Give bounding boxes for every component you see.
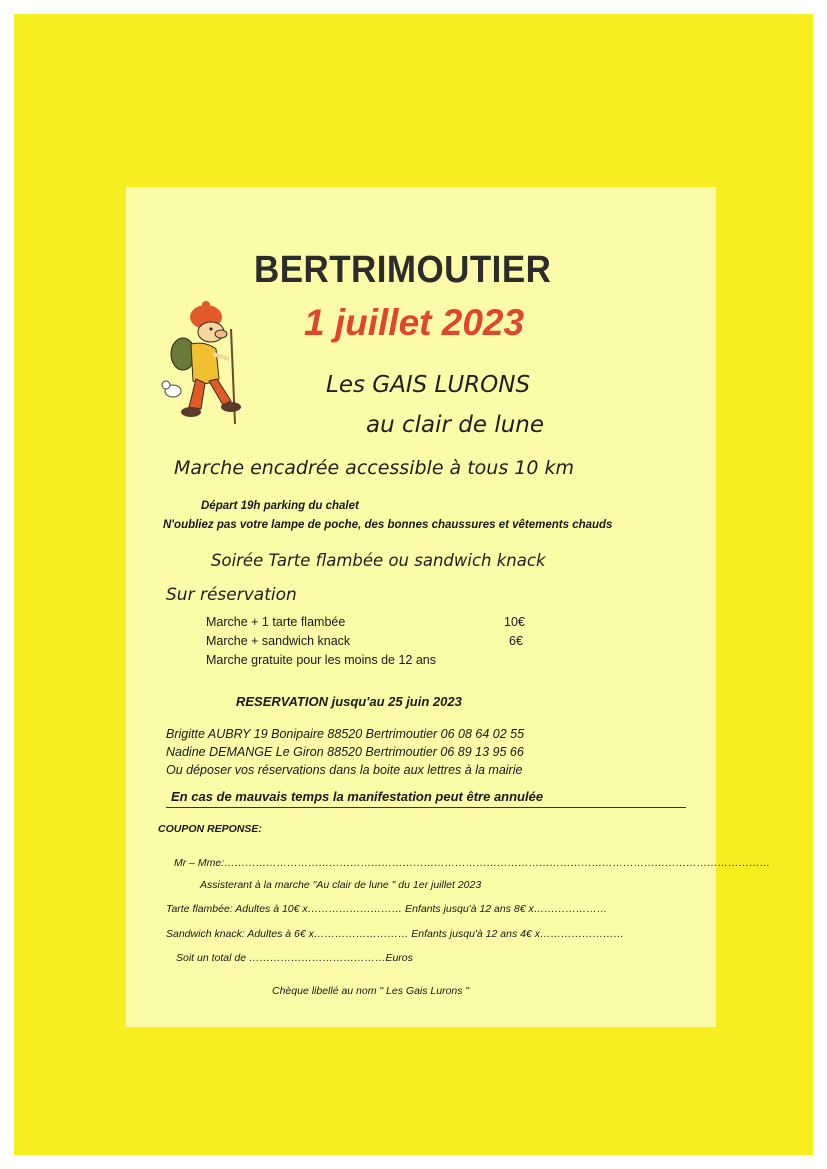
club-name: Les GAIS LURONS <box>326 372 531 398</box>
reservation-deadline: RESERVATION jusqu'au 25 juin 2023 <box>236 694 462 709</box>
reminder-text: N'oubliez pas votre lampe de poche, des bonnes chaussures et vêtements chauds <box>163 519 613 531</box>
departure-text: Départ 19h parking du chalet <box>201 500 359 512</box>
page-background <box>14 14 813 1155</box>
reservation-heading: Sur réservation <box>166 585 297 605</box>
coupon-total-line: Soit un total de …………………………………Euros <box>176 952 413 964</box>
event-date: 1 juillet 2023 <box>304 302 525 343</box>
price-label: Marche + 1 tarte flambée <box>206 615 346 629</box>
dropoff-text: Ou déposer vos réservations dans la boite aux lettres à la mairie <box>166 763 523 777</box>
contact-line: Brigitte AUBRY 19 Bonipaire 88520 Bertrimoutier 06 08 64 02 55 <box>166 727 525 741</box>
event-name: au clair de lune <box>366 412 545 438</box>
price-label: Marche + sandwich knack <box>206 634 351 648</box>
weather-notice: En cas de mauvais temps la manifestation peut être annulée <box>171 789 544 804</box>
coupon-attending: Assisterant à la marche "Au clair de lune " du 1er juillet 2023 <box>200 879 482 891</box>
page-title: BERTRIMOUTIER <box>254 249 552 291</box>
price-value: 6€ <box>509 634 523 648</box>
coupon-tarte-line: Tarte flambée: Adultes à 10€ x……………………… Enfants jusqu'à 12 ans 8€ x………………… <box>166 903 608 915</box>
walk-info: Marche encadrée accessible à tous 10 km <box>174 457 575 479</box>
price-value: 10€ <box>504 615 525 629</box>
flyer <box>126 187 771 1027</box>
coupon-sandwich-line: Sandwich knack: Adultes à 6€ x……………………… Enfants jusqu'à 12 ans 4€ x…………………… <box>166 928 624 940</box>
coupon-name-line: Mr – Mme:………………………………………………………………………………………………………………………………………… <box>174 857 771 869</box>
hiker-illustration <box>161 299 251 429</box>
evening-text: Soirée Tarte flambée ou sandwich knack <box>211 551 546 570</box>
coupon-cheque-line: Chèque libellé au nom " Les Gais Lurons " <box>272 985 470 997</box>
contact-line: Nadine DEMANGE Le Giron 88520 Bertrimoutier 06 89 13 95 66 <box>166 745 524 759</box>
divider <box>166 807 686 808</box>
free-note: Marche gratuite pour les moins de 12 ans <box>206 653 436 667</box>
coupon-heading: COUPON REPONSE: <box>158 823 262 835</box>
